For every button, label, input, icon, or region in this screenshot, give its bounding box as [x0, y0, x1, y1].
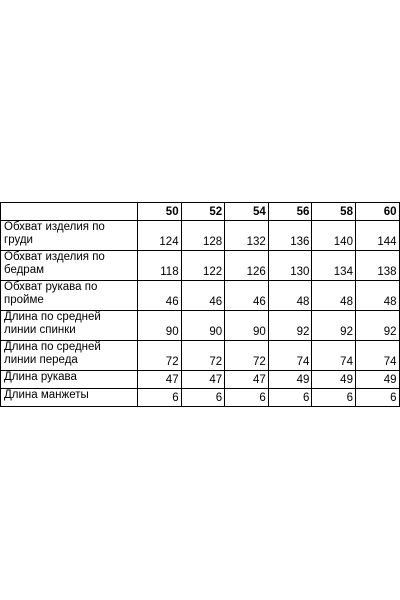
- table-row: [1, 371, 400, 389]
- measurement-value: 92: [312, 311, 356, 341]
- measurement-value: 74: [268, 341, 312, 371]
- measurement-value: 138: [355, 251, 399, 281]
- measurement-value: 72: [225, 341, 269, 371]
- measurement-value: 92: [355, 311, 399, 341]
- measurement-value: 132: [225, 221, 269, 251]
- measurement-value: 128: [181, 221, 225, 251]
- measurement-value: 46: [225, 281, 269, 311]
- size-header: 54: [225, 203, 269, 221]
- measurement-label: Длина рукава: [1, 371, 138, 389]
- measurement-value: 122: [181, 251, 225, 281]
- measurement-value: 130: [268, 251, 312, 281]
- measurement-value: 47: [181, 371, 225, 389]
- table-row: [1, 389, 400, 407]
- measurement-value: 124: [138, 221, 182, 251]
- measurement-value: 90: [181, 311, 225, 341]
- measurement-label: Обхват изделия по груди: [1, 221, 138, 251]
- table-row: [1, 281, 400, 311]
- table-row: [1, 341, 400, 371]
- measurement-value: 46: [181, 281, 225, 311]
- measurement-label: Длина по средней линии спинки: [1, 311, 138, 341]
- measurement-value: 136: [268, 221, 312, 251]
- measurement-value: 48: [312, 281, 356, 311]
- corner-cell: [1, 203, 138, 221]
- measurement-label: Длина по средней линии переда: [1, 341, 138, 371]
- measurement-value: 48: [355, 281, 399, 311]
- measurement-value: 47: [225, 371, 269, 389]
- measurement-value: 92: [268, 311, 312, 341]
- measurement-value: 72: [138, 341, 182, 371]
- measurement-value: 6: [355, 389, 399, 407]
- size-header: 60: [355, 203, 399, 221]
- measurement-value: 46: [138, 281, 182, 311]
- size-header: 50: [138, 203, 182, 221]
- header-row: [1, 203, 400, 221]
- measurement-value: 47: [138, 371, 182, 389]
- size-header: 52: [181, 203, 225, 221]
- measurement-value: 6: [268, 389, 312, 407]
- measurement-value: 74: [355, 341, 399, 371]
- table-row: [1, 311, 400, 341]
- measurement-label: Обхват рукава по пройме: [1, 281, 138, 311]
- measurement-value: 134: [312, 251, 356, 281]
- size-header: 56: [268, 203, 312, 221]
- size-header: 58: [312, 203, 356, 221]
- measurement-value: 6: [138, 389, 182, 407]
- measurement-value: 49: [355, 371, 399, 389]
- measurement-value: 118: [138, 251, 182, 281]
- measurement-value: 72: [181, 341, 225, 371]
- measurement-value: 6: [225, 389, 269, 407]
- measurement-value: 144: [355, 221, 399, 251]
- measurement-value: 49: [268, 371, 312, 389]
- table-row: [1, 221, 400, 251]
- measurement-value: 74: [312, 341, 356, 371]
- table-row: [1, 251, 400, 281]
- measurement-label: Обхват изделия по бедрам: [1, 251, 138, 281]
- measurement-value: 6: [181, 389, 225, 407]
- measurement-value: 49: [312, 371, 356, 389]
- measurement-value: 90: [138, 311, 182, 341]
- measurement-value: 140: [312, 221, 356, 251]
- measurement-value: 126: [225, 251, 269, 281]
- measurement-value: 6: [312, 389, 356, 407]
- measurement-value: 90: [225, 311, 269, 341]
- measurement-label: Длина манжеты: [1, 389, 138, 407]
- measurement-value: 48: [268, 281, 312, 311]
- size-chart-table: [0, 202, 400, 407]
